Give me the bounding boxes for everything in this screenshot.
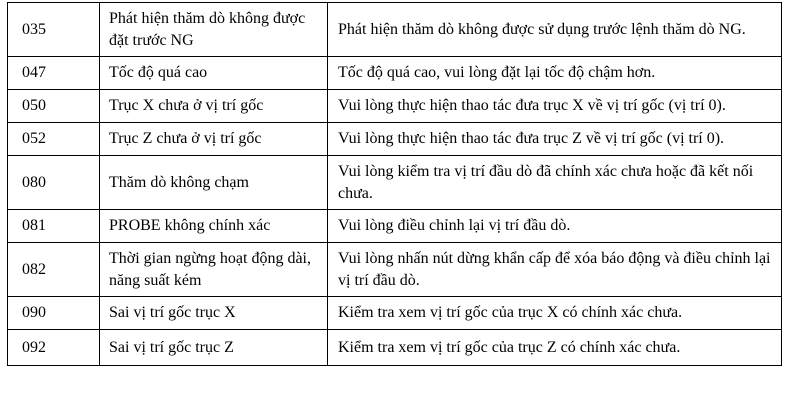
error-code-cell: 090 [8, 297, 100, 330]
table-row [8, 243, 782, 297]
error-name-cell: Thời gian ngừng hoạt động dài, năng suất kém [100, 243, 328, 297]
error-name-cell: Thăm dò không chạm [100, 156, 328, 210]
table-row [8, 156, 782, 210]
table-row [8, 3, 782, 57]
error-description-cell: Vui lòng thực hiện thao tác đưa trục Z về vị trí gốc (vị trí 0). [328, 123, 782, 156]
error-description-cell: Vui lòng kiểm tra vị trí đầu dò đã chính xác chưa hoặc đã kết nối chưa. [328, 156, 782, 210]
error-code-cell: 082 [8, 243, 100, 297]
error-name-cell: Phát hiện thăm dò không được đặt trước NG [100, 3, 328, 57]
error-code-cell: 050 [8, 90, 100, 123]
table-row [8, 90, 782, 123]
error-name-cell: Tốc độ quá cao [100, 57, 328, 90]
error-code-cell: 052 [8, 123, 100, 156]
error-name-cell: Trục X chưa ở vị trí gốc [100, 90, 328, 123]
error-code-cell: 092 [8, 330, 100, 366]
error-description-cell: Vui lòng thực hiện thao tác đưa trục X về vị trí gốc (vị trí 0). [328, 90, 782, 123]
error-code-cell: 080 [8, 156, 100, 210]
error-description-cell: Vui lòng nhấn nút dừng khẩn cấp để xóa báo động và điều chỉnh lại vị trí đầu dò. [328, 243, 782, 297]
table-row [8, 210, 782, 243]
error-code-table [7, 2, 782, 366]
error-name-cell: Trục Z chưa ở vị trí gốc [100, 123, 328, 156]
table-row [8, 330, 782, 366]
error-description-cell: Vui lòng điều chỉnh lại vị trí đầu dò. [328, 210, 782, 243]
error-description-cell: Kiểm tra xem vị trí gốc của trục Z có chính xác chưa. [328, 330, 782, 366]
table-row [8, 297, 782, 330]
table-row [8, 123, 782, 156]
error-name-cell: Sai vị trí gốc trục X [100, 297, 328, 330]
error-code-cell: 081 [8, 210, 100, 243]
error-description-cell: Kiểm tra xem vị trí gốc của trục X có chính xác chưa. [328, 297, 782, 330]
error-code-cell: 035 [8, 3, 100, 57]
error-description-cell: Phát hiện thăm dò không được sử dụng trước lệnh thăm dò NG. [328, 3, 782, 57]
error-name-cell: Sai vị trí gốc trục Z [100, 330, 328, 366]
error-name-cell: PROBE không chính xác [100, 210, 328, 243]
error-description-cell: Tốc độ quá cao, vui lòng đặt lại tốc độ chậm hơn. [328, 57, 782, 90]
error-code-cell: 047 [8, 57, 100, 90]
table-row [8, 57, 782, 90]
